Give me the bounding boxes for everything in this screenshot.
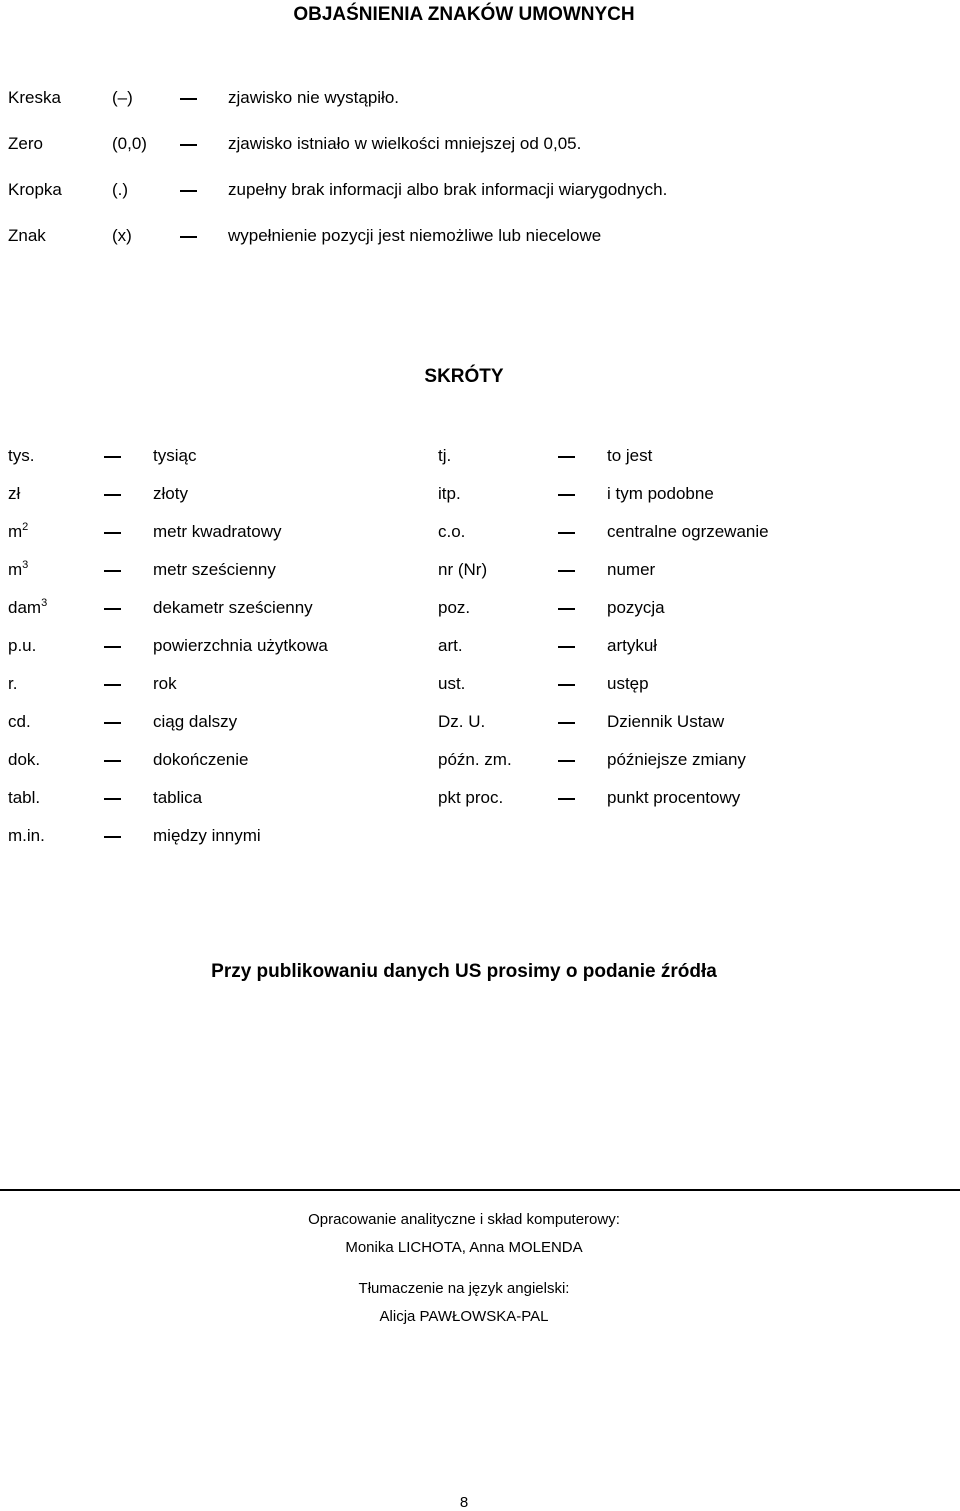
abbreviation-row bbox=[0, 712, 960, 736]
meaning-left: metr kwadratowy bbox=[153, 522, 282, 541]
dash-separator bbox=[180, 144, 197, 146]
page-title: OBJAŚNIENIA ZNAKÓW UMOWNYCH bbox=[293, 4, 635, 25]
meaning-left: tysiąc bbox=[153, 446, 197, 465]
legend-name: Zero bbox=[8, 134, 43, 153]
legend-text: zupełny brak informacji albo brak informacji wiarygodnych. bbox=[228, 180, 668, 199]
legend-symbol: (0,0) bbox=[112, 134, 147, 153]
dash-separator bbox=[104, 684, 121, 686]
legend-text: wypełnienie pozycji jest niemożliwe lub niecelowe bbox=[228, 226, 602, 245]
abbreviation-right: c.o. bbox=[438, 522, 466, 541]
meaning-right: punkt procentowy bbox=[607, 788, 741, 807]
legend-text: zjawisko istniało w wielkości mniejszej od 0,05. bbox=[228, 134, 582, 153]
meaning-right: centralne ogrzewanie bbox=[607, 522, 769, 541]
meaning-right: późniejsze zmiany bbox=[607, 750, 746, 769]
dash-separator bbox=[558, 570, 575, 572]
legend-symbol: (x) bbox=[112, 226, 132, 245]
dash-separator bbox=[104, 570, 121, 572]
dash-separator bbox=[104, 798, 121, 800]
page-number: 8 bbox=[459, 1494, 469, 1511]
abbreviation-row bbox=[0, 750, 960, 774]
dash-separator bbox=[180, 236, 197, 238]
meaning-left: rok bbox=[153, 674, 177, 693]
legend-row bbox=[0, 88, 960, 112]
legend-symbol: (.) bbox=[112, 180, 129, 199]
dash-separator bbox=[104, 608, 121, 610]
abbreviations-heading: SKRÓTY bbox=[424, 366, 504, 387]
abbreviation-row bbox=[0, 522, 960, 546]
credits-translation-name: Alicja PAWŁOWSKA-PAL bbox=[379, 1308, 549, 1325]
meaning-right: to jest bbox=[607, 446, 653, 465]
abbreviation-row bbox=[0, 674, 960, 698]
dash-separator bbox=[558, 798, 575, 800]
legend-symbol: (–) bbox=[112, 88, 133, 107]
abbreviation-left: m.in. bbox=[8, 826, 45, 845]
legend-row bbox=[0, 134, 960, 158]
legend-text: zjawisko nie wystąpiło. bbox=[228, 88, 400, 107]
abbreviation-right: pkt proc. bbox=[438, 788, 504, 807]
meaning-right: Dziennik Ustaw bbox=[607, 712, 725, 731]
legend-name: Kropka bbox=[8, 180, 62, 199]
dash-separator bbox=[558, 646, 575, 648]
dash-separator bbox=[558, 760, 575, 762]
abbreviation-left: $m^2$ bbox=[8, 521, 29, 541]
abbreviation-left: tabl. bbox=[8, 788, 41, 807]
meaning-left: metr sześcienny bbox=[153, 560, 276, 579]
dash-separator bbox=[558, 532, 575, 534]
meaning-right: ustęp bbox=[607, 674, 649, 693]
credits-analysis-label: Opracowanie analityczne i skład komputerowy: bbox=[308, 1211, 620, 1228]
abbreviation-row bbox=[0, 636, 960, 660]
abbreviation-right: itp. bbox=[438, 484, 461, 503]
meaning-left: ciąg dalszy bbox=[153, 712, 238, 731]
abbreviation-row bbox=[0, 826, 960, 850]
dash-separator bbox=[104, 456, 121, 458]
abbreviation-left: zł bbox=[8, 484, 21, 503]
abbreviation-left: dok. bbox=[8, 750, 41, 769]
dash-separator bbox=[104, 836, 121, 838]
abbreviation-right: tj. bbox=[438, 446, 452, 465]
meaning-left: złoty bbox=[153, 484, 188, 503]
dash-separator bbox=[104, 494, 121, 496]
legend-row bbox=[0, 226, 960, 250]
legend-name: Znak bbox=[8, 226, 46, 245]
meaning-left: dokończenie bbox=[153, 750, 249, 769]
meaning-left: dekametr sześcienny bbox=[153, 598, 313, 617]
meaning-right: pozycja bbox=[607, 598, 665, 617]
dash-separator bbox=[180, 190, 197, 192]
abbreviation-left: cd. bbox=[8, 712, 31, 731]
dash-separator bbox=[558, 722, 575, 724]
abbreviation-left: p.u. bbox=[8, 636, 37, 655]
abbreviation-right: Dz. U. bbox=[438, 712, 486, 731]
dash-separator bbox=[558, 456, 575, 458]
abbreviation-right: art. bbox=[438, 636, 463, 655]
dash-separator bbox=[180, 98, 197, 100]
meaning-left: tablica bbox=[153, 788, 203, 807]
abbreviation-left: $m^3$ bbox=[8, 559, 29, 579]
abbreviation-right: nr (Nr) bbox=[438, 560, 488, 579]
dash-separator bbox=[104, 646, 121, 648]
meaning-right: i tym podobne bbox=[607, 484, 714, 503]
abbreviation-row bbox=[0, 484, 960, 508]
meaning-left: między innymi bbox=[153, 826, 261, 845]
meaning-left: powierzchnia użytkowa bbox=[153, 636, 328, 655]
dash-separator bbox=[104, 532, 121, 534]
meaning-right: numer bbox=[607, 560, 656, 579]
divider bbox=[0, 1189, 960, 1191]
abbreviation-right: ust. bbox=[438, 674, 466, 693]
abbreviation-row bbox=[0, 446, 960, 470]
credits-analysis-names: Monika LICHOTA, Anna MOLENDA bbox=[345, 1239, 583, 1256]
dash-separator bbox=[104, 760, 121, 762]
abbreviation-row bbox=[0, 598, 960, 622]
legend-name: Kreska bbox=[8, 88, 61, 107]
credits-translation-label: Tłumaczenie na język angielski: bbox=[358, 1280, 570, 1297]
legend-row bbox=[0, 180, 960, 204]
dash-separator bbox=[104, 722, 121, 724]
abbreviation-left: tys. bbox=[8, 446, 35, 465]
abbreviation-left: dam$^3$ bbox=[8, 597, 48, 617]
abbreviation-row bbox=[0, 560, 960, 584]
abbreviation-right: poz. bbox=[438, 598, 471, 617]
abbreviation-right: późn. zm. bbox=[438, 750, 512, 769]
source-note: Przy publikowaniu danych US prosimy o podanie źródła bbox=[211, 961, 717, 982]
dash-separator bbox=[558, 494, 575, 496]
meaning-right: artykuł bbox=[607, 636, 658, 655]
abbreviation-row bbox=[0, 788, 960, 812]
dash-separator bbox=[558, 608, 575, 610]
abbreviation-left: r. bbox=[8, 674, 18, 693]
dash-separator bbox=[558, 684, 575, 686]
